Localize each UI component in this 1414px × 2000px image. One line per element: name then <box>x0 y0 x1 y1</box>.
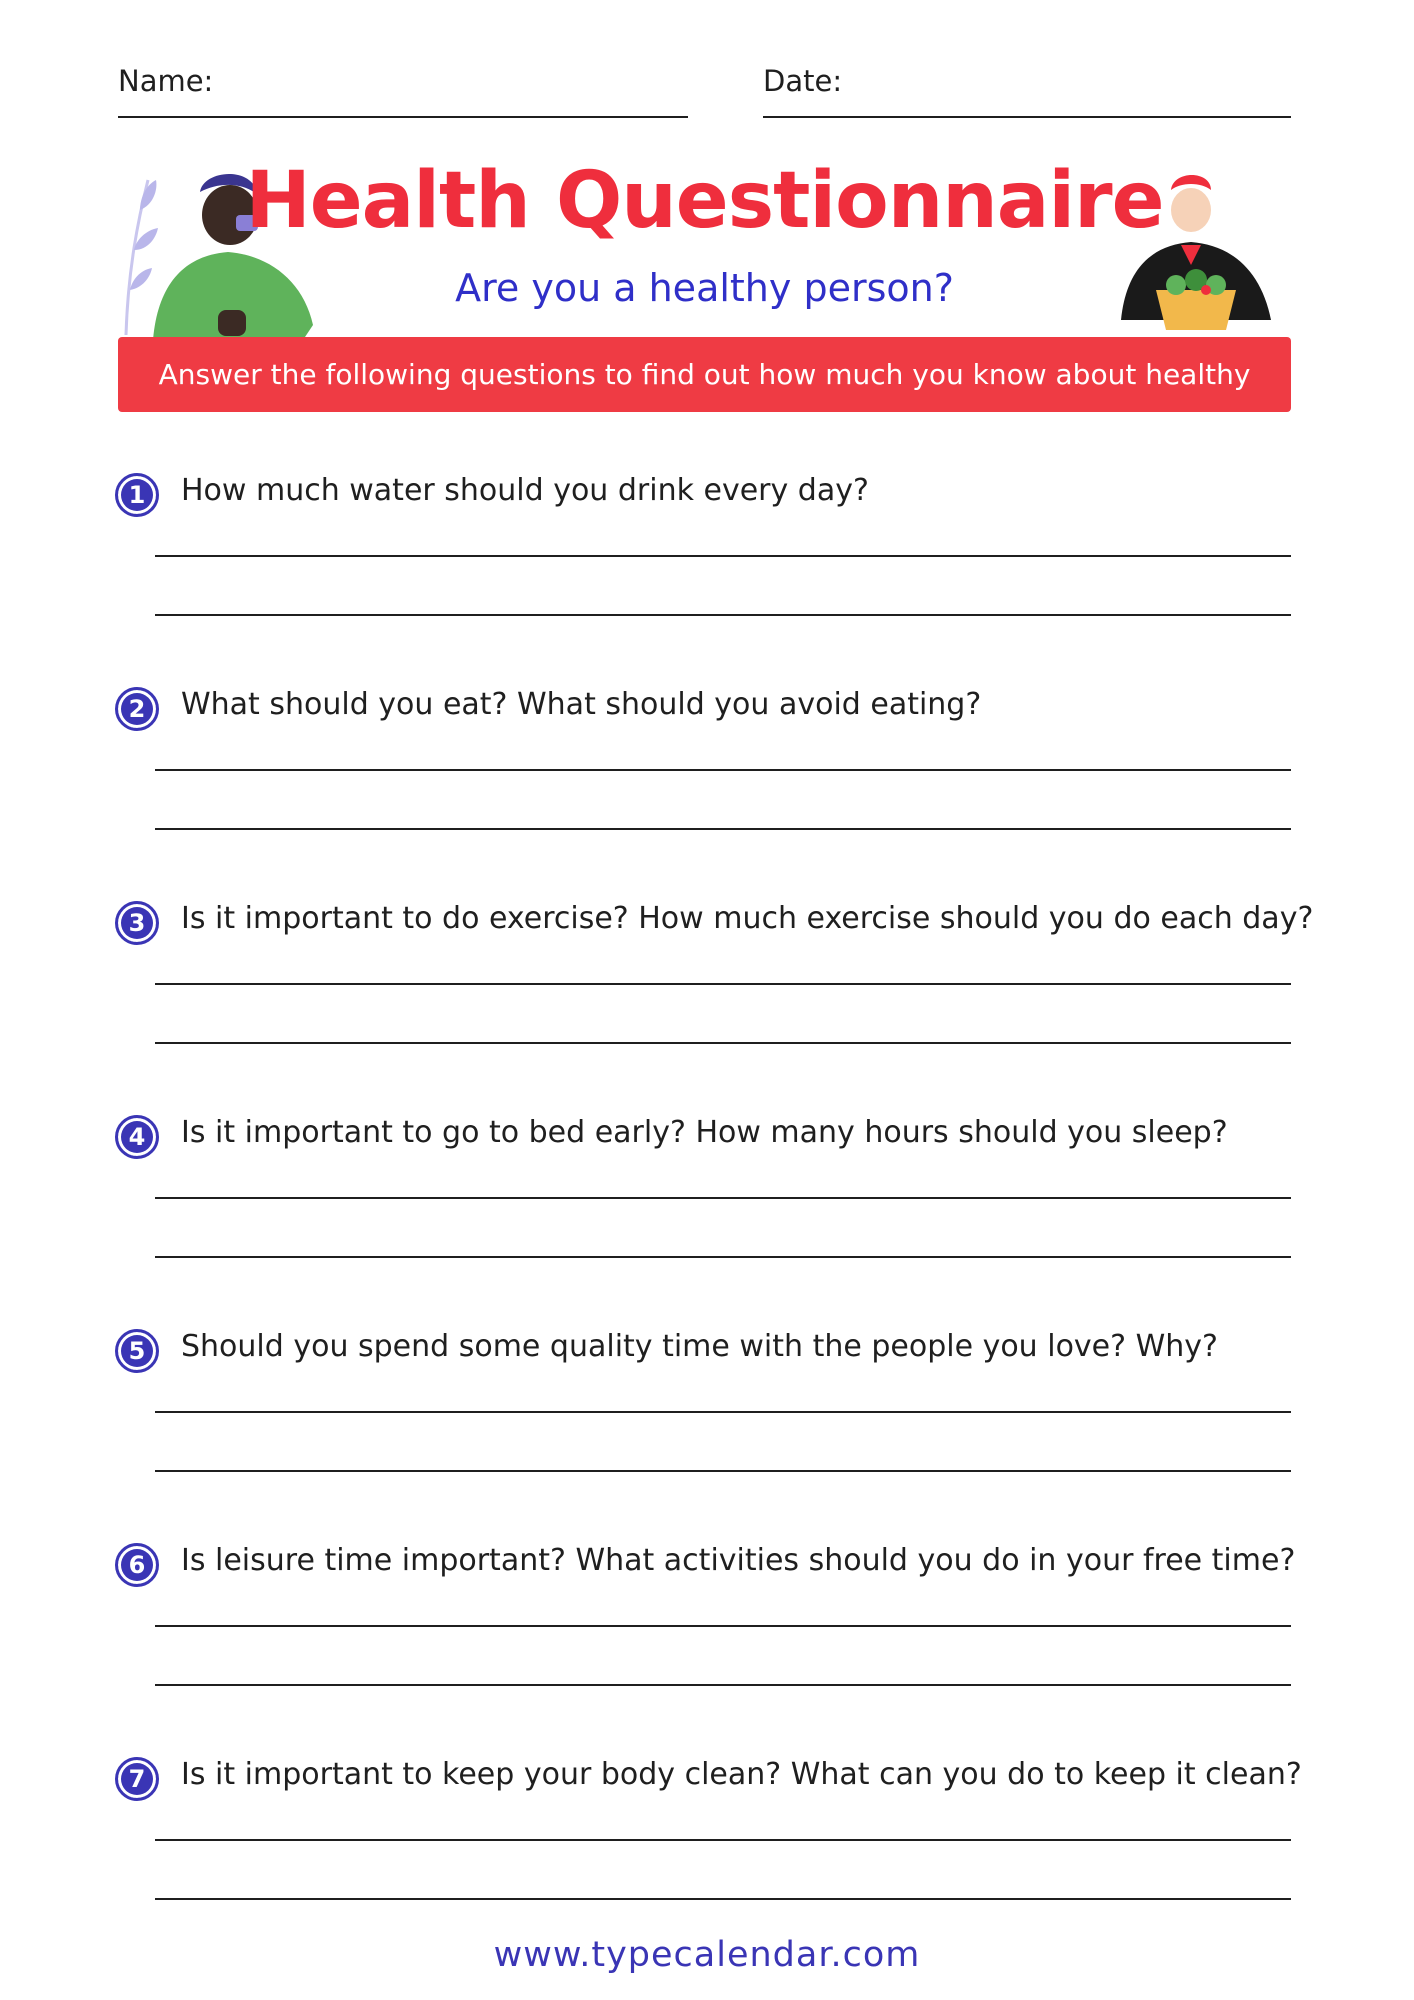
answer-line[interactable] <box>155 1411 1291 1413</box>
date-label: Date: <box>763 64 843 98</box>
question-3 <box>115 901 1314 1101</box>
question-4 <box>115 1115 1295 1315</box>
answer-line[interactable] <box>155 614 1291 616</box>
question-number-badge: 6 <box>115 1543 159 1587</box>
instructions-banner: Answer the following questions to find out how much you know about healthy habits <box>118 337 1291 412</box>
question-7 <box>115 1757 1302 1957</box>
answer-line[interactable] <box>155 1197 1291 1199</box>
question-number-badge: 4 <box>115 1115 159 1159</box>
answer-line[interactable] <box>155 983 1291 985</box>
page-title: Health Questionnaire <box>245 156 1164 246</box>
answer-line[interactable] <box>155 1625 1291 1627</box>
question-2 <box>115 687 1295 887</box>
answer-line[interactable] <box>155 1898 1291 1900</box>
answer-line[interactable] <box>155 1684 1291 1686</box>
question-text: Is it important to go to bed early? How many hours should you sleep? <box>181 1115 1228 1150</box>
answer-line[interactable] <box>155 555 1291 557</box>
answer-line[interactable] <box>155 1042 1291 1044</box>
name-field[interactable] <box>118 60 688 118</box>
name-label: Name: <box>118 64 214 98</box>
answer-line[interactable] <box>155 828 1291 830</box>
question-text: Should you spend some quality time with the people you love? Why? <box>181 1329 1218 1364</box>
question-number-badge: 1 <box>115 473 159 517</box>
page-subtitle: Are you a healthy person? <box>455 266 954 310</box>
answer-line[interactable] <box>155 1470 1291 1472</box>
question-5 <box>115 1329 1295 1529</box>
answer-line[interactable] <box>155 1839 1291 1841</box>
question-text: Is it important to do exercise? How much exercise should you do each day? <box>181 901 1314 936</box>
question-number-badge: 5 <box>115 1329 159 1373</box>
question-text: How much water should you drink every day? <box>181 473 869 508</box>
answer-line[interactable] <box>155 1256 1291 1258</box>
footer-url: www.typecalendar.com <box>493 1935 921 1975</box>
question-text: What should you eat? What should you avoid eating? <box>181 687 982 722</box>
question-number-badge: 3 <box>115 901 159 945</box>
question-number-badge: 7 <box>115 1757 159 1801</box>
question-1 <box>115 473 1295 673</box>
answer-line[interactable] <box>155 769 1291 771</box>
date-field[interactable] <box>763 60 1291 118</box>
header <box>118 150 1291 466</box>
question-text: Is it important to keep your body clean? What can you do to keep it clean? <box>181 1757 1302 1792</box>
question-6 <box>115 1543 1295 1743</box>
question-number-badge: 2 <box>115 687 159 731</box>
question-text: Is leisure time important? What activities should you do in your free time? <box>181 1543 1296 1578</box>
